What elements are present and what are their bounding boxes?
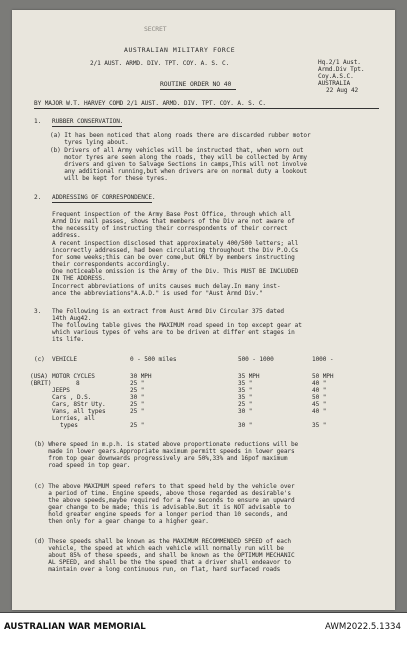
- section-1-title: RUBBER CONSERVATION.: [52, 118, 124, 125]
- text-line: then only for a gear change to a higher gear.: [34, 518, 209, 525]
- table-cell: 30 ": [238, 408, 253, 415]
- table-header-col-2: 500 - 1000: [238, 356, 274, 363]
- table-prefix: (USA): [30, 373, 48, 380]
- institution-caption: AUSTRALIAN WAR MEMORIAL: [4, 622, 146, 632]
- text-line: from top gear downwards progressively are 50%,33% and 16pof maximum: [34, 455, 288, 462]
- table-cell: 35 MPH: [238, 373, 260, 380]
- text-line: drivers and given to Salvage Sections in camps,This will not involve: [50, 161, 307, 168]
- table-cell: MOTOR CYCLES: [52, 373, 95, 380]
- section-3-number: 3.: [34, 308, 42, 315]
- text-line: road speed in top gear.: [34, 462, 131, 469]
- table-cell: 25 ": [238, 401, 253, 408]
- text-line: will be kept for these tyres.: [50, 175, 168, 182]
- table-cell: 25 ": [130, 408, 145, 415]
- text-line: (a) It has been noticed that along roads there are discarded rubber motor: [50, 132, 311, 139]
- document-title: AUSTRALIAN MILITARY FORCE: [124, 46, 236, 54]
- table-cell: 25 ": [130, 387, 145, 394]
- text-line: maintain over a long continuous run, on flat, hard surfaced roads: [34, 566, 281, 573]
- text-line: A recent inspection disclosed that approximately 400/500 letters; all: [52, 240, 299, 247]
- ref-line-2: Armd.Div Tpt.: [318, 66, 365, 73]
- text-line: about 85% of these speeds, and shall be known as the OPTIMUM MECHANIC: [34, 552, 295, 559]
- table-header-vehicle: VEHICLE: [52, 356, 77, 363]
- caption-bar: [0, 612, 407, 653]
- table-cell: 25 ": [130, 422, 145, 429]
- text-line: for some weeks;this can be over come,but ONLY by members instructing: [52, 254, 295, 261]
- section-1-number: 1.: [34, 118, 42, 125]
- table-cell: 30 ": [130, 394, 145, 401]
- text-line: (c) The above MAXIMUM speed refers to that speed held by the vehicle over: [34, 483, 295, 490]
- table-cell: 25 ": [130, 380, 145, 387]
- table-cell: Cars , D.S.: [52, 394, 92, 401]
- table-cell: 35 ": [238, 394, 253, 401]
- table-cell: JEEPS: [52, 387, 70, 394]
- document-page: [12, 10, 395, 610]
- text-line: the necessity of instructing their correspondents of their correct: [52, 225, 288, 232]
- table-cell: 35 ": [312, 422, 327, 429]
- table-label: (c): [34, 356, 45, 363]
- table-cell: Vans, all types: [52, 408, 106, 415]
- unit-name: 2/1 AUST. ARMD. DIV. TPT. COY. A. S. C.: [90, 60, 230, 67]
- text-line: a period of time. Engine speeds, above those regarded as desirable's: [34, 490, 291, 497]
- section-2-number: 2.: [34, 194, 42, 201]
- table-cell: 35 ": [238, 380, 253, 387]
- text-line: AL SPEED, and shall be the the speed that a driver shall endeavor to: [34, 559, 291, 566]
- table-cell: 50 MPH: [312, 373, 334, 380]
- text-line: vehicle, the speed at which each vehicle will normally run will be: [34, 545, 284, 552]
- text-line: Frequent inspection of the Army Base Post Office, through which all: [52, 211, 292, 218]
- table-prefix: (BRIT): [30, 380, 52, 387]
- ref-line-4: AUSTRALIA: [318, 80, 351, 87]
- text-line: any additional running,but when drivers are on normal duty a lookout: [50, 168, 307, 175]
- text-line: 14th Aug42.: [52, 315, 92, 322]
- table-cell: 30 MPH: [130, 373, 152, 380]
- text-line: tyres lying about.: [50, 139, 129, 146]
- text-line: which various types of vehs are to be driven at differ ent stages in: [52, 329, 295, 336]
- table-cell: 40 ": [312, 408, 327, 415]
- table-cell: 35 ": [238, 387, 253, 394]
- table-cell: 25 ": [130, 401, 145, 408]
- table-cell: 50 ": [312, 394, 327, 401]
- table-cell: 8: [76, 380, 80, 387]
- text-line: hold greater engine speeds for a longer period than 10 seconds, and: [34, 511, 288, 518]
- ref-line-1: Hq.2/1 Aust.: [318, 59, 361, 66]
- ref-date: 22 Aug 42: [326, 87, 359, 94]
- text-line: gear change to be made; this is advisable.But it is NOT advisable to: [34, 504, 291, 511]
- text-line: Incorrect abbreviations of units causes much delay.In many inst-: [52, 283, 281, 290]
- table-cell: 40 ": [312, 387, 327, 394]
- text-line: (b) Where speed in m.p.h. is stated above proportionate reductions will be: [34, 441, 299, 448]
- table-header-col-1: 0 - 500 miles: [130, 356, 177, 363]
- text-line: IN THE ADDRESS.: [52, 275, 106, 282]
- order-title: ROUTINE ORDER NO 40: [160, 80, 232, 88]
- text-line: (b) Drivers of all Army vehicles will be instructed that, when worn out: [50, 147, 304, 154]
- ref-line-3: Coy.A.S.C.: [318, 73, 354, 80]
- accession-number: AWM2022.5.1334: [325, 622, 401, 632]
- text-line: One noticeable omission is the Army of the Div. This MUST BE INCLUDED: [52, 268, 299, 275]
- table-cell: Cars, 8Str Uty.: [52, 401, 106, 408]
- text-line: the above speeds,maybe required for a few seconds to ensure an upward: [34, 497, 295, 504]
- table-cell: types: [60, 422, 78, 429]
- text-line: The Following is an extract from Aust Armd Div Circular 375 dated: [52, 308, 284, 315]
- table-cell: 30 ": [238, 422, 253, 429]
- text-line: ance the abbreviations"A.A.D." is used for "Aust Armd Div.": [52, 290, 263, 297]
- top-stamp: SECRET: [144, 25, 167, 33]
- text-line: The following table gives the MAXIMUM road speed in top except gear at: [52, 322, 302, 329]
- text-line: motor tyres are seen along the roads, they will be collected by Army: [50, 154, 307, 161]
- table-cell: 40 ": [312, 380, 327, 387]
- text-line: address.: [52, 232, 81, 239]
- text-line: (d) These speeds shall be known as the MAXIMUM RECOMMENDED SPEED of each: [34, 538, 291, 545]
- text-line: its life.: [52, 336, 85, 343]
- text-line: Armd Div mail passes, shows that members of the Div are not aware of: [52, 218, 295, 225]
- table-header-col-3: 1000 -: [312, 356, 334, 363]
- table-cell: 45 ": [312, 401, 327, 408]
- by-line: BY MAJOR W.T. HARVEY COMD 2/1 AUST. ARMD. DIV. TPT. COY. A. S. C.: [34, 100, 266, 107]
- table-cell: Lorries, all: [52, 415, 95, 422]
- text-line: their correspondents accordingly.: [52, 261, 170, 268]
- section-2-title: ADDRESSING OF CORRESPONDENCE.: [52, 194, 156, 201]
- text-line: made in lower gears.Appropriate maximum permitt speeds in lower gears: [34, 448, 295, 455]
- text-line: incorrectly addressed, had been circulating throughout the Div P.O.Cs: [52, 247, 299, 254]
